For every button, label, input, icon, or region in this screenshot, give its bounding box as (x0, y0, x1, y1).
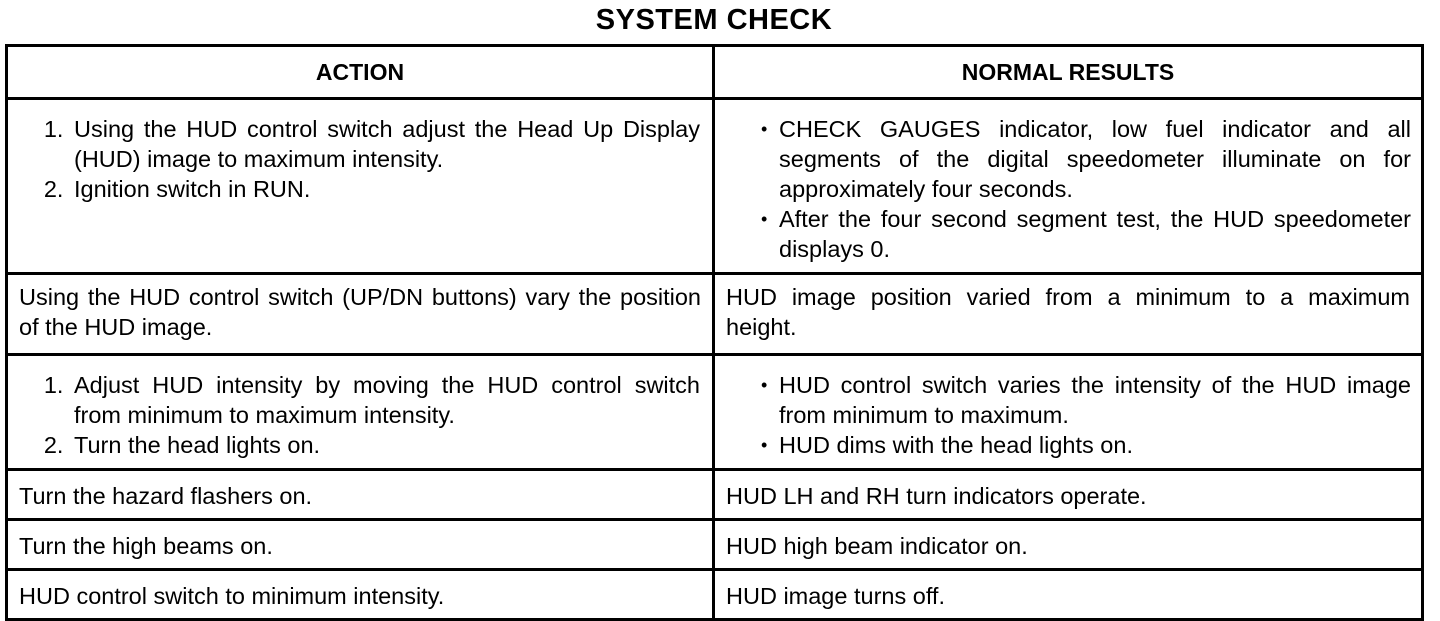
table-row (7, 355, 1423, 470)
result-text: HUD image turns off. (726, 582, 945, 609)
action-step: 2. Turn the head lights on. (70, 430, 700, 460)
table-row (7, 520, 1423, 570)
action-steps-list (8, 100, 712, 212)
result-text: HUD high beam indicator on. (726, 532, 1028, 559)
result-cell (714, 470, 1423, 520)
action-cell (7, 570, 714, 620)
page-title: SYSTEM CHECK (595, 4, 833, 36)
action-step: 2. Ignition switch in RUN. (70, 174, 700, 204)
action-cell (7, 470, 714, 520)
action-steps-list (8, 356, 712, 468)
result-cell (714, 570, 1423, 620)
result-cell (714, 355, 1423, 470)
action-cell (7, 520, 714, 570)
action-cell (7, 99, 714, 274)
normal-results-column-header: NORMAL RESULTS (714, 46, 1423, 99)
action-cell (7, 274, 714, 355)
action-text: Turn the hazard flashers on. (19, 482, 313, 509)
result-text: HUD image position varied from a minimum to a maximum height. (726, 284, 1410, 340)
table-row (7, 274, 1423, 355)
action-step: 1. Adjust HUD intensity by moving the HUD control switch from minimum to maximum intensity. (70, 370, 700, 430)
action-column-header: ACTION (7, 46, 714, 99)
table-row (7, 99, 1423, 274)
result-bullet: • After the four second segment test, the HUD speedometer displays 0. (779, 204, 1411, 264)
action-text: Turn the high beams on. (19, 532, 273, 559)
result-bullet: • HUD control switch varies the intensity of the HUD image from minimum to maximum. (779, 370, 1411, 430)
result-bullets-list (715, 356, 1421, 468)
result-cell (714, 274, 1423, 355)
table-row (7, 570, 1423, 620)
result-cell (714, 99, 1423, 274)
result-bullet: • CHECK GAUGES indicator, low fuel indicator and all segments of the digital speedometer illuminate on for approximately four seconds. (779, 114, 1411, 204)
result-cell (714, 520, 1423, 570)
table-header-row (7, 46, 1423, 99)
action-cell (7, 355, 714, 470)
result-text: HUD LH and RH turn indicators operate. (726, 482, 1147, 509)
table-row (7, 470, 1423, 520)
action-step: 1. Using the HUD control switch adjust the Head Up Display (HUD) image to maximum intensity. (70, 114, 700, 174)
result-bullets-list (715, 100, 1421, 272)
system-check-table (5, 44, 1424, 621)
action-text: HUD control switch to minimum intensity. (19, 582, 445, 609)
result-bullet: • HUD dims with the head lights on. (779, 430, 1411, 460)
action-text: Using the HUD control switch (UP/DN buttons) vary the position of the HUD image. (19, 284, 701, 340)
